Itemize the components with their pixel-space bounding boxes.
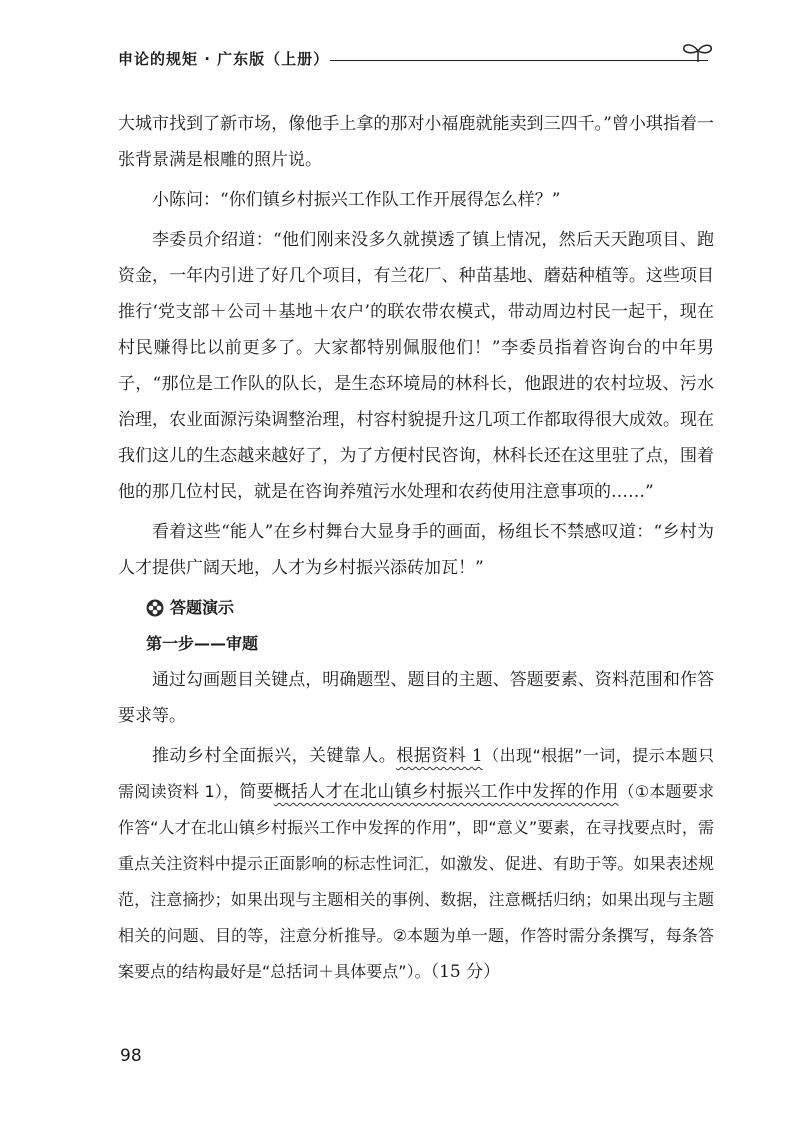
score-label: （15 分）	[430, 962, 501, 982]
book-title: 申论的规矩 · 广东版（上册）	[118, 50, 330, 68]
page-number: 98	[120, 1046, 142, 1066]
question-paragraph	[118, 738, 714, 990]
task-keyword: 概括人才在北山镇乡村振兴工作中发挥的作用	[273, 782, 619, 802]
intro-paragraph: 通过勾画题目关键点，明确题型、题目的主题、答题要素、资料范围和作答要求等。	[118, 670, 714, 726]
section-heading	[146, 590, 714, 626]
range-keyword: 根据资料 1	[396, 746, 483, 766]
sprout-icon	[678, 40, 718, 64]
story-paragraph: 大城市找到了新市场，像他手上拿的那对小福鹿就能卖到三四千。”曾小琪指着一张背景满是根雕的照片说。	[118, 114, 714, 170]
range-note: （出现“根据”一词，提示本题只需阅读资料 1），	[118, 746, 714, 801]
question-lead: 推动乡村全面振兴，关键靠人。	[152, 746, 397, 766]
story-paragraph: 看着这些“能人”在乡村舞台大显身手的画面，杨组长不禁感叹道：“乡村为人才提供广阔天地，人才为乡村振兴添砖加瓦！”	[118, 522, 714, 578]
page-body	[118, 106, 714, 990]
header-rule	[330, 60, 708, 61]
step-heading: 第一步——审题	[146, 634, 259, 653]
analysis-note: （①本题要求作答“人才在北山镇乡村振兴工作中发挥的作用”，即“意义”要素，在寻找要点时，需重点关注资料中提示正面影响的标志性词汇，如激发、促进、有助于等。如果表述规范，注意摘抄；如果出现与主题相关的事例、数据，注意概括归纳；如果出现与主题相关的问题、目的等，注意分析推导。②本题为单一题，作答时需分条撰写，每条答案要点的结构最好是“总括词＋具体要点”）。	[118, 782, 714, 981]
story-paragraph: 小陈问：“你们镇乡村振兴工作队工作开展得怎么样？”	[152, 190, 561, 210]
running-header	[118, 40, 718, 80]
section-title: 答题演示	[170, 598, 235, 617]
flower-bullet-icon	[146, 599, 164, 617]
task-prefix: 简要	[239, 782, 274, 802]
story-paragraph: 李委员介绍道：“他们刚来没多久就摸透了镇上情况，然后天天跑项目、跑资金，一年内引进了好几个项目，有兰花厂、种苗基地、蘑菇种植等。这些项目推行‘党支部＋公司＋基地＋农户’的联农带农模式，带动周边村民一起干，现在村民赚得比以前更多了。大家都特别佩服他们！”李委员指着咨询台的中年男子，“那位是工作队的队长，是生态环境局的林科长，他跟进的农村垃圾、污水治理，农业面源污染调整治理，村容村貌提升这几项工作都取得很大成效。现在我们这儿的生态越来越好了，为了方便村民咨询，林科长还在这里驻了点，围着他的那几位村民，就是在咨询养殖污水处理和农药使用注意事项的……”	[118, 230, 714, 502]
